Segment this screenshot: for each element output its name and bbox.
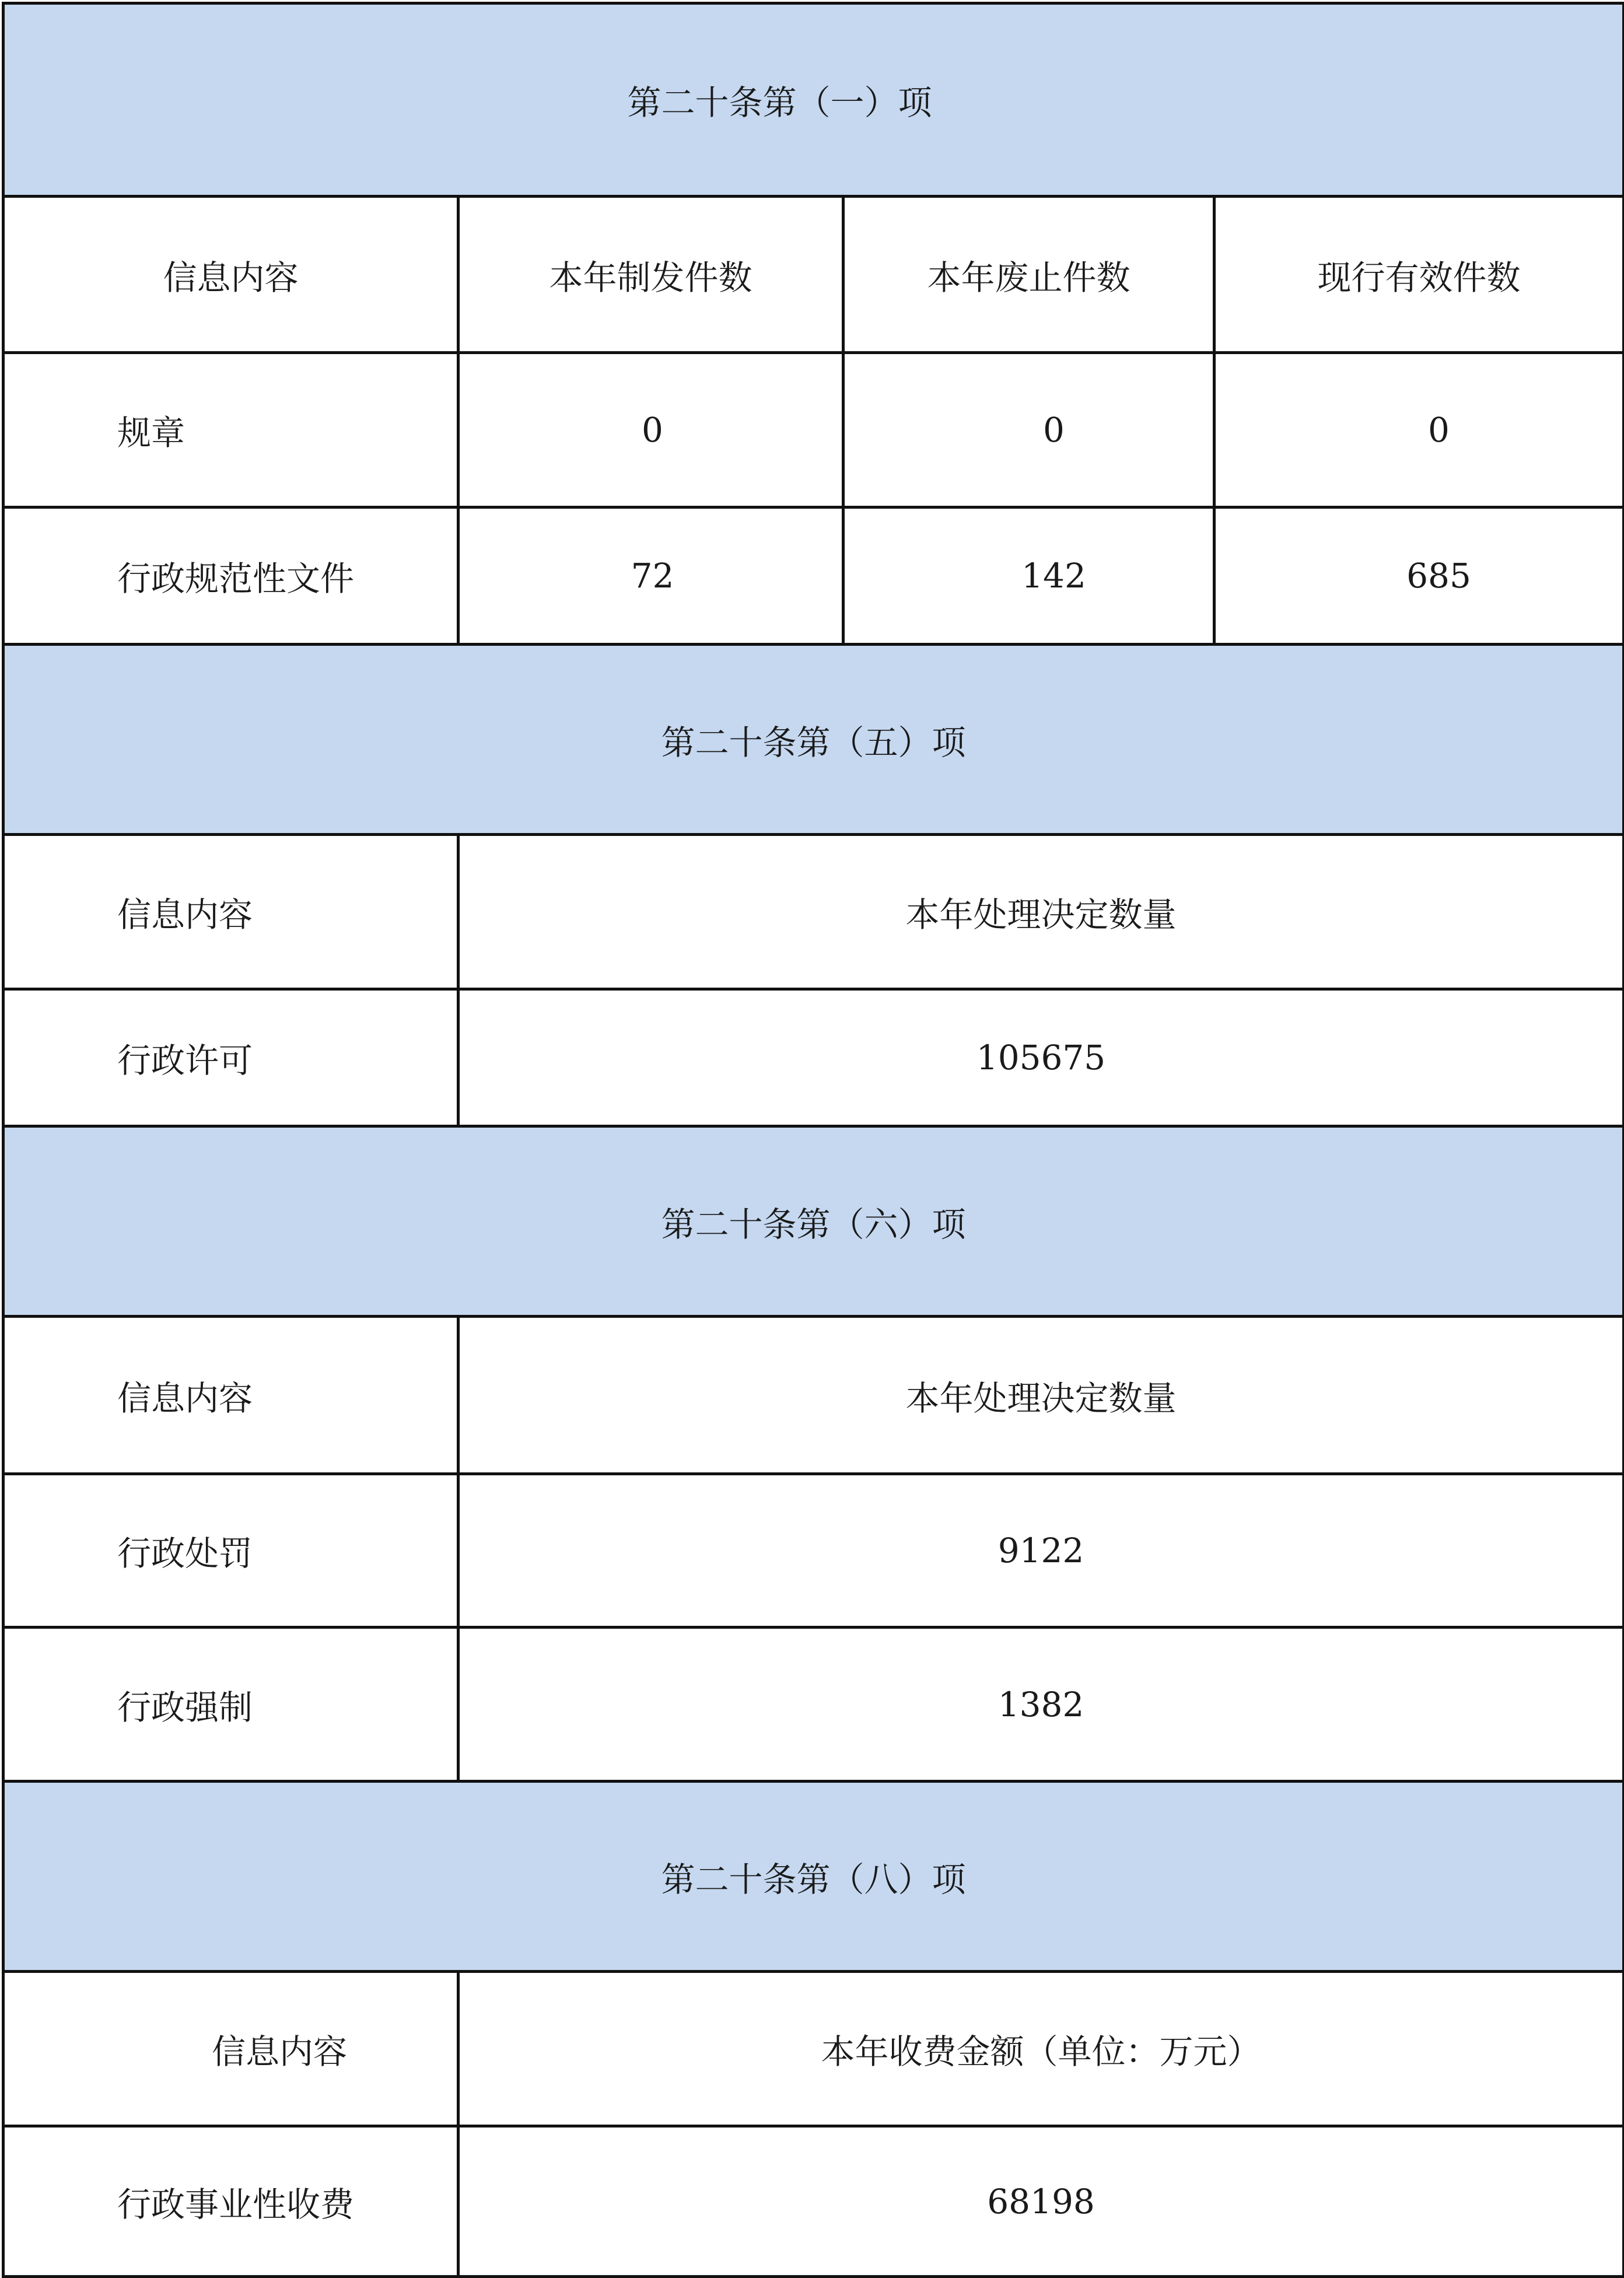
value-cell: 9122 (459, 1474, 1624, 1628)
row-label (4, 989, 459, 1126)
header-row (4, 1972, 1624, 2126)
header-row (4, 197, 1624, 353)
row-label (4, 508, 459, 645)
header-cell (4, 1972, 459, 2126)
table-row (4, 508, 1624, 645)
value-cell (844, 353, 1214, 508)
row-label-text: 行政规范性文件 (117, 559, 355, 599)
value-cell (459, 508, 844, 645)
row-label-text: 规章 (117, 413, 186, 453)
header-cell: 本年制发件数 (459, 197, 844, 353)
header-cell: 现行有效件数 (1214, 197, 1624, 353)
row-label (4, 1474, 459, 1628)
value-text: 685 (1406, 556, 1471, 596)
row-label-text: 行政许可 (117, 1041, 253, 1080)
row-label (4, 2126, 459, 2277)
header-row (4, 1317, 1624, 1474)
value-cell (459, 353, 844, 508)
value-text: 142 (1021, 556, 1086, 596)
value-text: 72 (631, 556, 674, 596)
section-heading-row (4, 1782, 1624, 1972)
header-cell: 本年处理决定数量 (459, 1317, 1624, 1474)
header-cell: 本年处理决定数量 (459, 835, 1624, 989)
disclosure-table (2, 2, 1624, 2278)
table-row (4, 1628, 1624, 1782)
table-row (4, 2126, 1624, 2277)
value-cell (1214, 353, 1624, 508)
value-cell: 1382 (459, 1628, 1624, 1782)
value-cell: 68198 (459, 2126, 1624, 2277)
section-heading-row (4, 1126, 1624, 1317)
value-cell: 105675 (459, 989, 1624, 1126)
section-heading-row (4, 4, 1624, 197)
header-cell-text: 信息内容 (212, 2032, 348, 2071)
header-cell (4, 1317, 459, 1474)
header-cell-text: 信息内容 (117, 895, 253, 935)
header-cell: 本年废止件数 (844, 197, 1214, 353)
section-heading-row (4, 645, 1624, 835)
table-row (4, 989, 1624, 1126)
section-heading (4, 645, 1624, 835)
value-text: 0 (1428, 410, 1450, 450)
table-row (4, 1474, 1624, 1628)
row-label (4, 1628, 459, 1782)
section-heading-text: 第二十条第（八）项 (661, 1859, 966, 1899)
row-label-text: 行政处罚 (117, 1534, 253, 1573)
table-row (4, 353, 1624, 508)
section-heading (4, 1782, 1624, 1972)
header-row (4, 835, 1624, 989)
header-cell: 本年收费金额（单位：万元） (459, 1972, 1624, 2126)
section-heading (4, 4, 1624, 197)
value-text: 0 (642, 410, 663, 450)
section-heading (4, 1126, 1624, 1317)
section-heading-text: 第二十条第（五）项 (661, 722, 966, 762)
section-heading-text: 第二十条第（六）项 (661, 1204, 966, 1244)
value-cell (844, 508, 1214, 645)
value-cell (1214, 508, 1624, 645)
row-label-text: 行政事业性收费 (117, 2184, 355, 2224)
value-text: 0 (1043, 410, 1065, 450)
header-cell (4, 835, 459, 989)
row-label-text: 行政强制 (117, 1687, 253, 1727)
header-cell: 信息内容 (4, 197, 459, 353)
row-label (4, 353, 459, 508)
header-cell-text: 信息内容 (117, 1378, 253, 1418)
section-heading-text: 第二十条第（一）项 (627, 83, 932, 123)
